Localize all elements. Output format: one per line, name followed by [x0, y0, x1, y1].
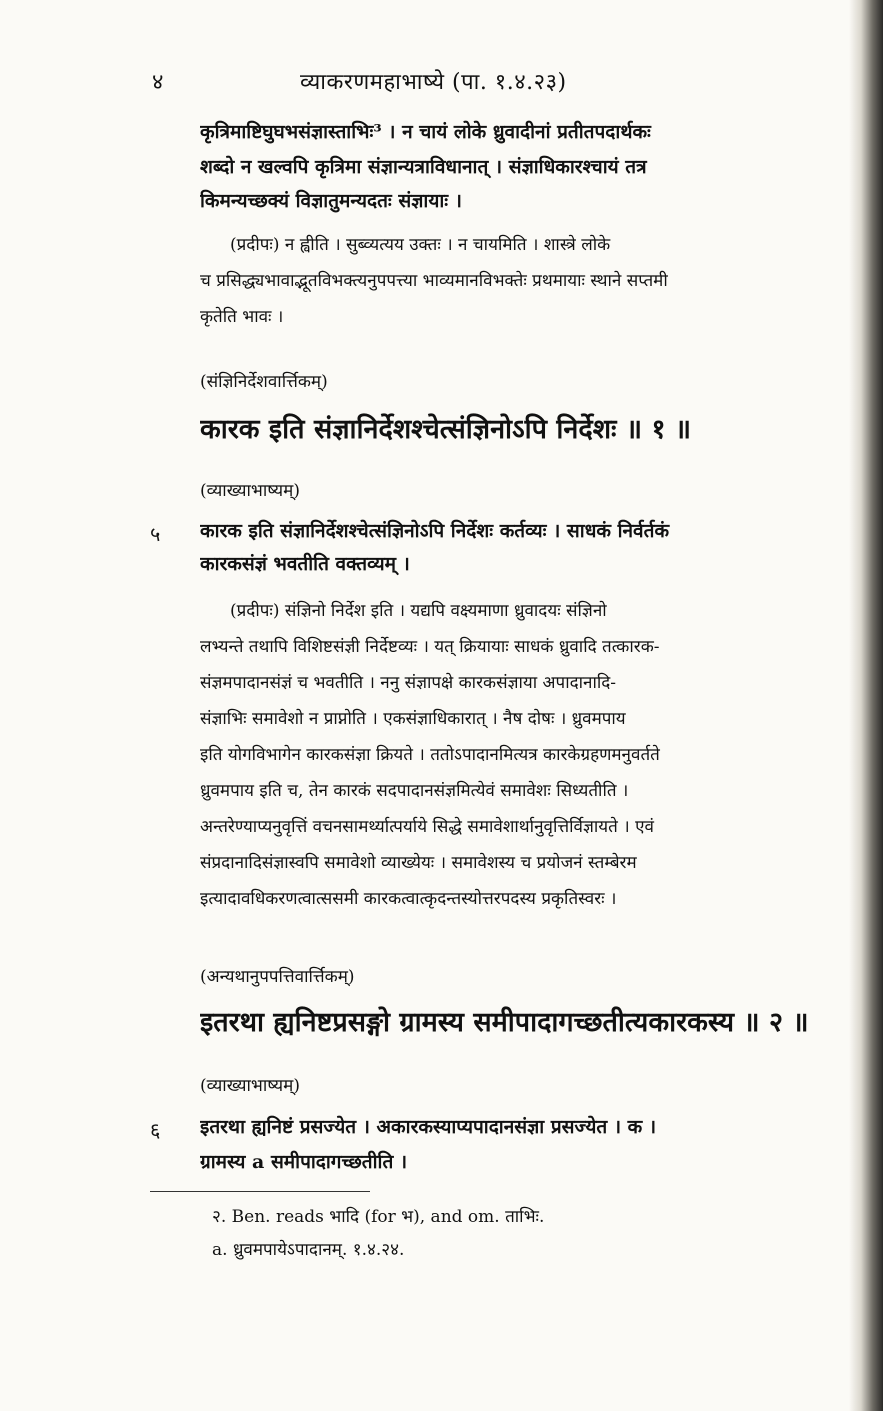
section-label: (व्याख्याभाष्यम्) — [200, 1076, 300, 1096]
section-label: (संज्ञिनिर्देशवार्त्तिकम्) — [200, 372, 328, 392]
commentary-line: संज्ञाभिः समावेशो न प्राप्नोति । एकसंज्ञाधिकारात् । नैष दोषः । ध्रुवमपाय — [200, 709, 626, 729]
text-line: इतरथा ह्यनिष्टं प्रसज्येत । अकारकस्याप्यपादानसंज्ञा प्रसज्येत । क । — [200, 1116, 657, 1138]
section-label: (अन्यथानुपपत्तिवार्त्तिकम्) — [200, 967, 355, 987]
footnote: a. ध्रुवमपायेऽपादानम्. १.४.२४. — [212, 1240, 405, 1260]
vartika-heading: कारक इति संज्ञानिर्देशश्चेत्संज्ञिनोऽपि निर्देशः ॥ १ ॥ — [200, 414, 692, 445]
text-line: कारक इति संज्ञानिर्देशश्चेत्संज्ञिनोऽपि निर्देशः कर्तव्यः । साधकं निर्वर्तकं — [200, 520, 670, 542]
commentary-line: कृतेति भावः । — [200, 307, 284, 327]
section-label: (व्याख्याभाष्यम्) — [200, 481, 300, 501]
commentary-line: लभ्यन्ते तथापि विशिष्टसंज्ञी निर्देष्टव्यः । यत् क्रियायाः साधकं ध्रुवादि तत्कारक- — [200, 637, 660, 657]
page-header — [140, 66, 840, 102]
commentary-line: च प्रसिद्ध्यभावाद्भूतविभक्त्यनुपपत्त्या भाव्यमानविभक्तेः प्रथमायाः स्थाने सप्तमी — [200, 271, 668, 291]
text-line: किमन्यच्छक्यं विज्ञातुमन्यदतः संज्ञायाः । — [200, 190, 462, 212]
commentary-line: अन्तरेण्याप्यनुवृत्तिं वचनसामर्थ्यात्पर्याये सिद्धे समावेशार्थानुवृत्तिर्विज्ञायते । एवं — [200, 817, 654, 837]
paragraph-number: ५ — [150, 522, 161, 546]
text-line: कारकसंज्ञं भवतीति वक्तव्यम् । — [200, 553, 410, 575]
commentary-line: (प्रदीपः) संज्ञिनो निर्देश इति । यद्यपि वक्ष्यमाणा ध्रुवादयः संज्ञिनो — [230, 601, 607, 621]
commentary-line: संप्रदानादिसंज्ञास्वपि समावेशो व्याख्येयः । समावेशस्य च प्रयोजनं स्तम्बेरम — [200, 853, 637, 873]
vartika-heading: इतरथा ह्यनिष्टप्रसङ्गो ग्रामस्य समीपादागच्छतीत्यकारकस्य ॥ २ ॥ — [200, 1007, 809, 1038]
text-line: कृत्रिमाष्टिघुघभसंज्ञास्ताभिः³ । न चायं लोके ध्रुवादीनां प्रतीतपदार्थकः — [200, 121, 651, 143]
text-line: शब्दो न खल्वपि कृत्रिमा संज्ञान्यत्राविधानात् । संज्ञाधिकारश्चायं तत्र — [200, 156, 647, 178]
commentary-line: (प्रदीपः) न ह्वीति । सुब्व्यत्यय उक्तः । न चायमिति । शास्त्रे लोके — [230, 235, 611, 255]
running-title: व्याकरणमहाभाष्ये (पा. १.४.२३) — [300, 70, 567, 95]
paragraph-number: ६ — [150, 1118, 161, 1142]
footnote-rule — [150, 1191, 370, 1192]
footnote: २. Ben. reads भादि (for भ), and om. ताभिः. — [212, 1207, 545, 1227]
commentary-line: इति योगविभागेन कारकसंज्ञा क्रियते । ततोऽपादानमित्यत्र कारकेग्रहणमनुवर्तते — [200, 745, 660, 765]
text-line: ग्रामस्य a समीपादागच्छतीति । — [200, 1151, 408, 1173]
commentary-line: ध्रुवमपाय इति च, तेन कारकं सदपादानसंज्ञमित्येवं समावेशः सिध्यतीति । — [200, 781, 629, 801]
commentary-line: इत्यादावधिकरणत्वात्ससमी कारकत्वात्कृदन्तस्योत्तरपदस्य प्रकृतिस्वरः । — [200, 889, 617, 909]
page-number: ४ — [152, 70, 164, 95]
commentary-line: संज्ञमपादानसंज्ञं च भवतीति । ननु संज्ञापक्षे कारकसंज्ञाया अपादानादि- — [200, 673, 617, 693]
